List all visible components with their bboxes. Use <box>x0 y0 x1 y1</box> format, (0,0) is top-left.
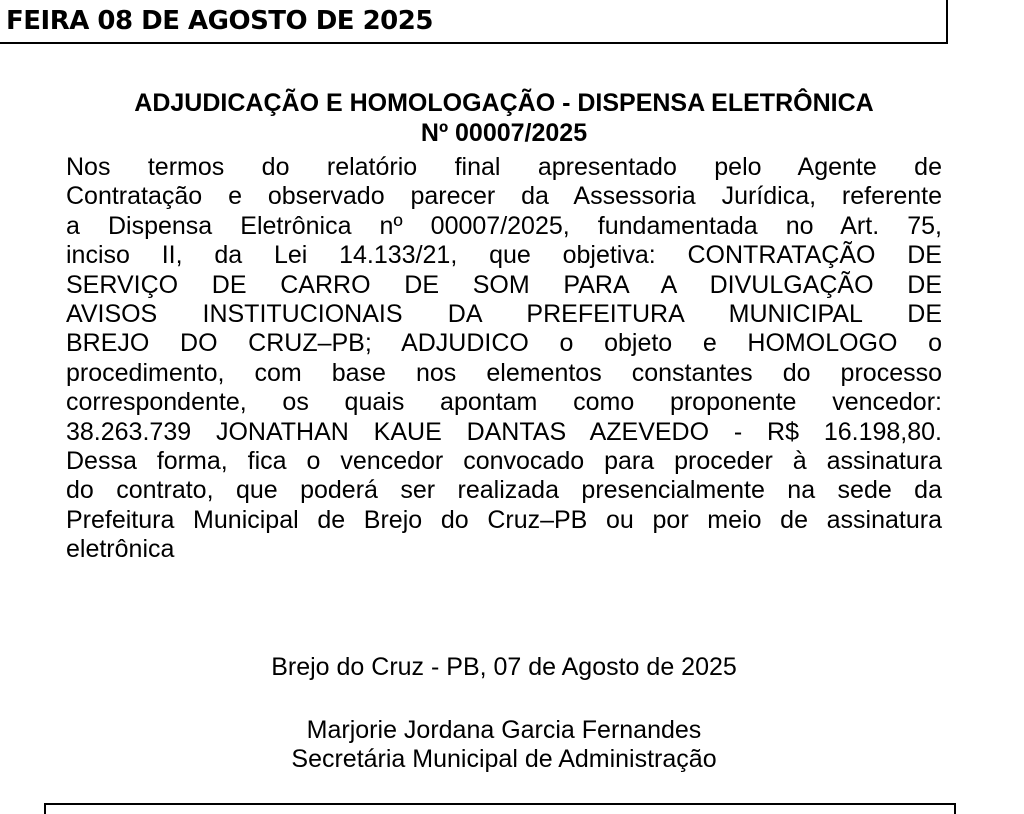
body-line: BREJO DO CRUZ–PB; ADJUDICO o objeto e HOMOLOGO o <box>66 329 942 358</box>
body-line: SERVIÇO DE CARRO DE SOM PARA A DIVULGAÇÃO DE <box>66 270 942 299</box>
body-line: a Dispensa Eletrônica nº 00007/2025, fundamentada no Art. 75, <box>66 211 942 240</box>
body-line: AVISOS INSTITUCIONAIS DA PREFEITURA MUNICIPAL DE <box>66 300 942 329</box>
document-body <box>66 153 942 565</box>
header-date: FEIRA 08 DE AGOSTO DE 2025 <box>6 6 433 36</box>
bottom-box-top-border <box>44 803 956 805</box>
body-line: inciso II, da Lei 14.133/21, que objetiva: CONTRATAÇÃO DE <box>66 241 942 270</box>
document-title-line-2: Nº 00007/2025 <box>420 119 588 147</box>
body-line: Contratação e observado parecer da Assessoria Jurídica, referente <box>66 182 942 211</box>
body-line: 38.263.739 JONATHAN KAUE DANTAS AZEVEDO - R$ 16.198,80. <box>66 417 942 446</box>
body-line: eletrônica <box>66 535 175 564</box>
body-line: Nos termos do relatório final apresentado pelo Agente de <box>66 153 942 181</box>
body-line: procedimento, com base nos elementos constantes do processo <box>66 358 942 387</box>
header-box <box>0 0 948 44</box>
body-line: correspondente, os quais apontam como proponente vencedor: <box>66 388 942 417</box>
body-line: do contrato, que poderá ser realizada presencialmente na sede da <box>66 476 942 505</box>
bottom-box-right-border <box>954 803 956 814</box>
signature-block <box>66 716 942 774</box>
signer-role: Secretária Municipal de Administração <box>291 745 717 773</box>
place-date: Brejo do Cruz - PB, 07 de Agosto de 2025 <box>271 653 737 681</box>
body-line: Dessa forma, fica o vencedor convocado para proceder à assinatura <box>66 447 942 476</box>
body-line: Prefeitura Municipal de Brejo do Cruz–PB ou por meio de assinatura <box>66 505 942 534</box>
bottom-box-left-border <box>44 803 46 814</box>
document-title <box>66 88 942 148</box>
document-title-line-1: ADJUDICAÇÃO E HOMOLOGAÇÃO - DISPENSA ELETRÔNICA <box>134 89 874 117</box>
signer-name: Marjorie Jordana Garcia Fernandes <box>306 716 702 744</box>
